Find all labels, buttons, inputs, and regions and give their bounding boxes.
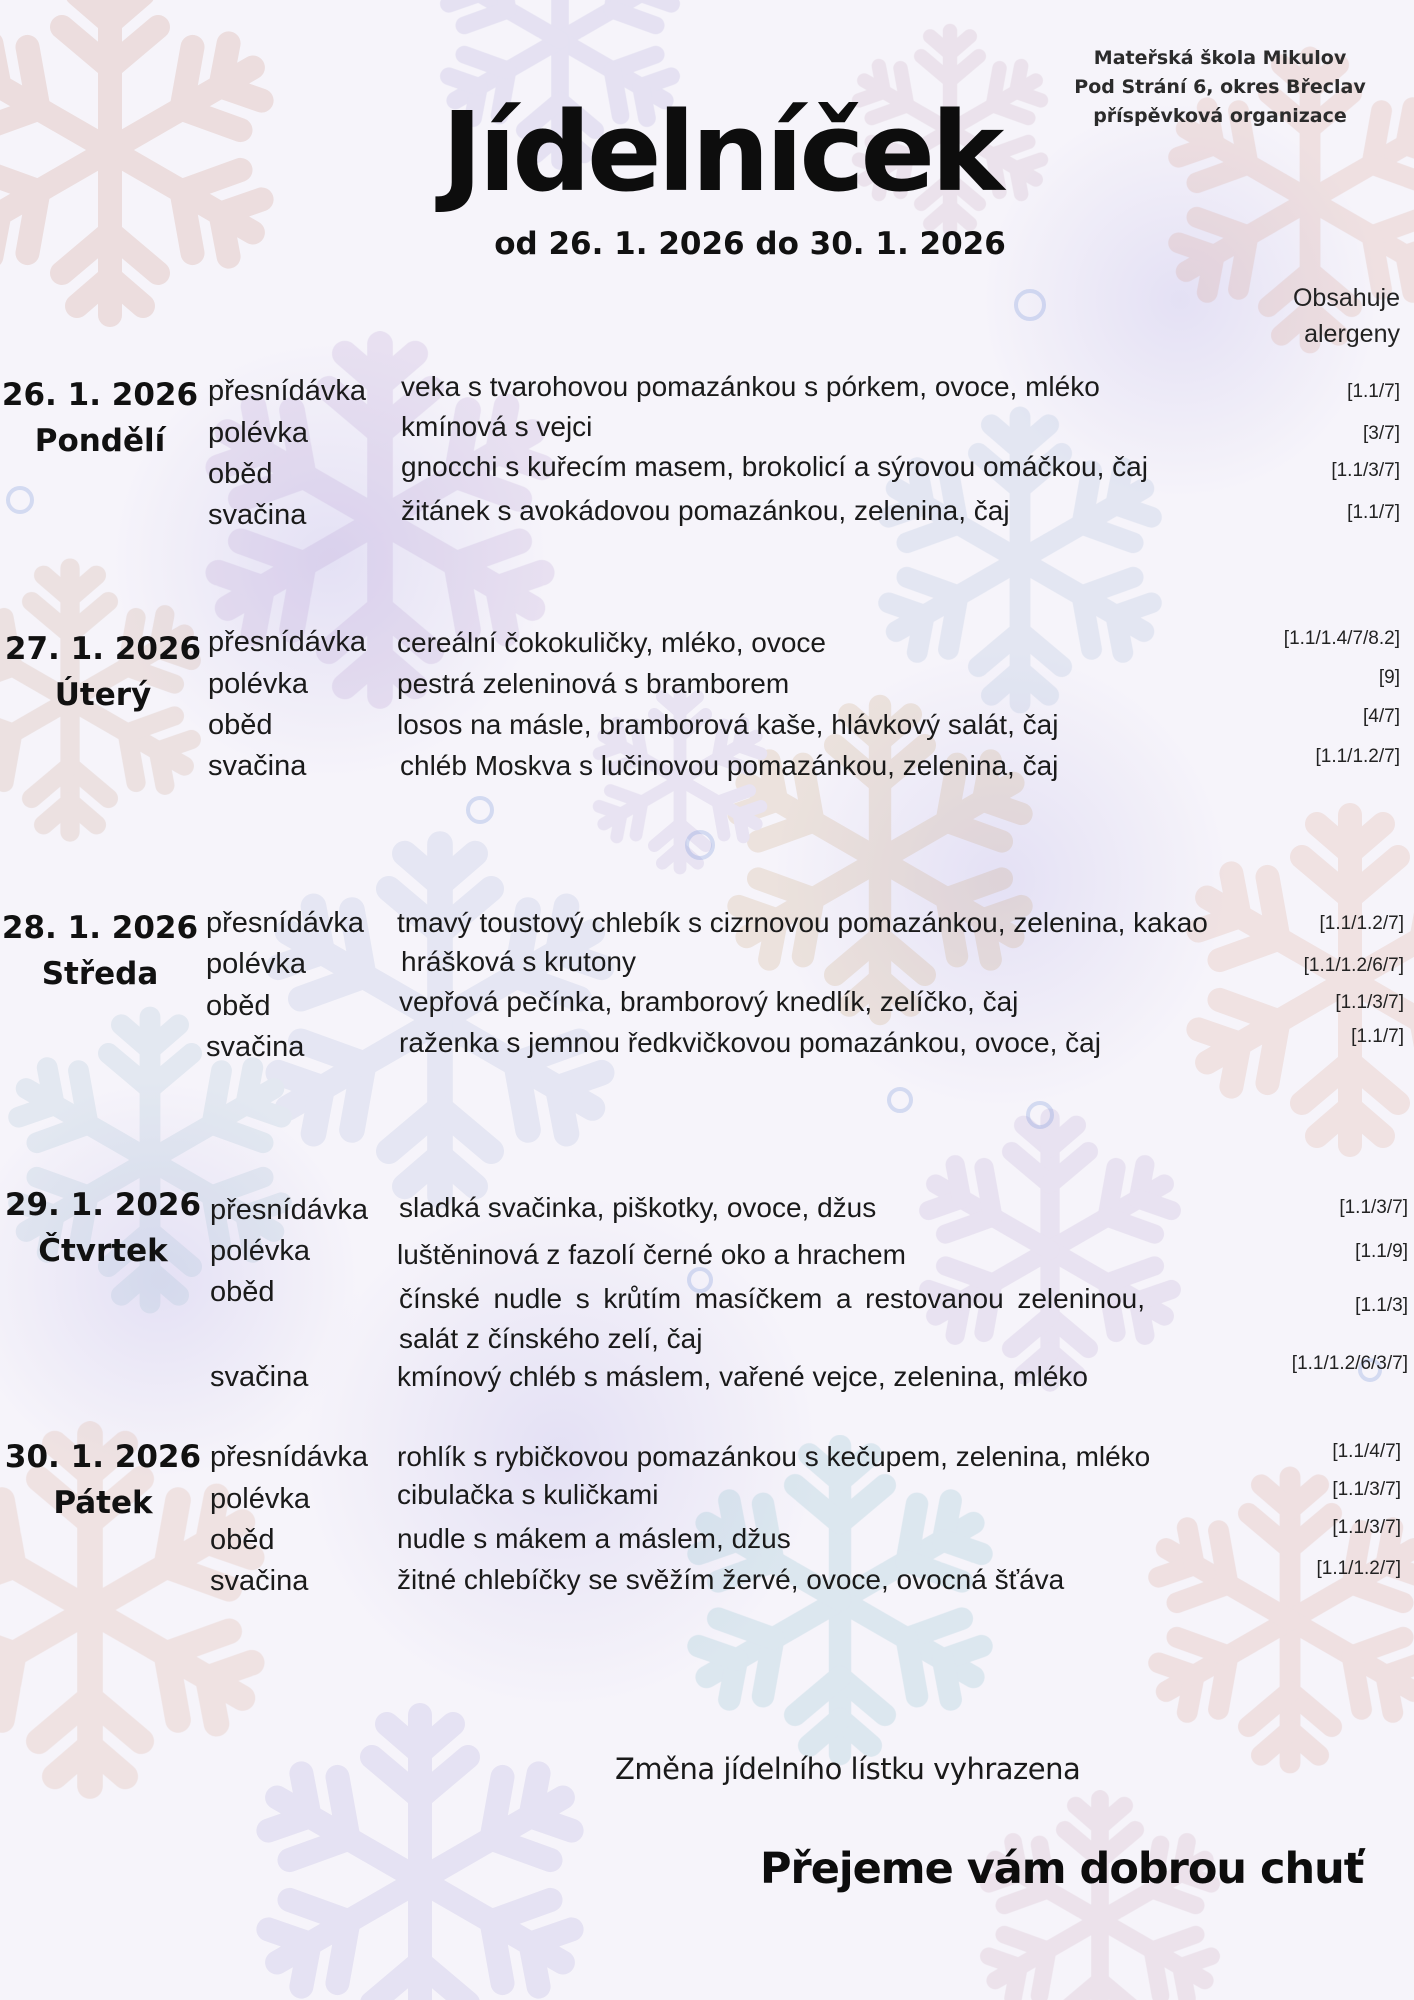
meal-label-soup: polévka (206, 948, 306, 980)
allergens: [1.1/7] (1351, 1026, 1404, 1047)
dish-snack-morning: veka s tvarohovou pomazánkou s pórkem, ovoce, mléko (401, 371, 1100, 402)
allergens: [1.1/1.2/6/7] (1303, 955, 1404, 976)
meal-label-snack-afternoon: svačina (208, 499, 307, 531)
dish-lunch: gnocchi s kuřecím masem, brokolicí a sýrovou omáčkou, čaj (401, 451, 1148, 482)
allergens: [1.1/4/7] (1332, 1441, 1401, 1462)
meal-label-lunch: oběd (210, 1524, 275, 1556)
allergens: [1.1/9] (1355, 1241, 1408, 1262)
meal-label-lunch: oběd (208, 458, 273, 490)
menu-period: od 26. 1. 2026 do 30. 1. 2026 (494, 226, 1006, 262)
dish-snack-morning: cereální čokokuličky, mléko, ovoce (397, 627, 826, 658)
meal-label-snack-afternoon: svačina (210, 1361, 309, 1393)
meal-label-snack-morning: přesnídávka (210, 1194, 368, 1226)
meal-label-lunch: oběd (210, 1276, 275, 1308)
dish-snack-morning: tmavý toustový chlebík s cizrnovou pomazánkou, zelenina, kakao (397, 907, 1208, 938)
school-organization-type: příspěvková organizace (1093, 105, 1347, 127)
day-weekday: Pondělí (34, 423, 166, 459)
day-date: 28. 1. 2026 (1, 910, 199, 946)
day-weekday: Čtvrtek (38, 1233, 168, 1269)
dish-soup: hrášková s krutony (401, 946, 636, 977)
allergens: [1.1/1.4/7/8.2] (1283, 628, 1400, 649)
day-weekday: Úterý (54, 677, 152, 713)
menu-change-notice: Změna jídelního lístku vyhrazena (615, 1752, 1081, 1786)
dish-soup: cibulačka s kuličkami (397, 1479, 659, 1510)
allergens: [3/7] (1363, 423, 1400, 444)
meal-label-snack-morning: přesnídávka (208, 626, 366, 658)
dish-snack-afternoon: kmínový chléb s máslem, vařené vejce, zelenina, mléko (397, 1361, 1088, 1392)
allergens: [1.1/3/7] (1335, 992, 1404, 1013)
meal-label-soup: polévka (210, 1483, 310, 1515)
meal-label-soup: polévka (208, 417, 308, 449)
dish-lunch: losos na másle, bramborová kaše, hlávkový salát, čaj (397, 709, 1059, 740)
allergen-header-line2: alergeny (1304, 320, 1400, 348)
meal-label-soup: polévka (208, 668, 308, 700)
meal-label-snack-afternoon: svačina (210, 1565, 309, 1597)
day-date: 29. 1. 2026 (4, 1187, 202, 1223)
allergen-column-header (1280, 280, 1400, 352)
dish-snack-afternoon: žitánek s avokádovou pomazánkou, zelenina, čaj (401, 495, 1010, 526)
allergens: [1.1/7] (1347, 502, 1400, 523)
meal-label-lunch: oběd (208, 709, 273, 741)
dish-lunch: nudle s mákem a máslem, džus (397, 1523, 791, 1554)
allergens: [1.1/7] (1347, 381, 1400, 402)
allergens: [1.1/3/7] (1332, 1479, 1401, 1500)
meal-label-snack-morning: přesnídávka (208, 375, 366, 407)
dish-snack-morning: sladká svačinka, piškotky, ovoce, džus (399, 1192, 877, 1223)
meal-label-soup: polévka (210, 1235, 310, 1267)
allergens: [1.1/3/7] (1339, 1197, 1408, 1218)
allergen-header-line1: Obsahuje (1292, 284, 1400, 312)
closing-wish: Přejeme vám dobrou chuť (760, 1844, 1364, 1894)
dish-lunch: vepřová pečínka, bramborový knedlík, zelíčko, čaj (399, 986, 1019, 1017)
allergens: [1.1/1.2/7] (1315, 746, 1400, 767)
dish-snack-morning: rohlík s rybičkovou pomazánkou s kečupem, zelenina, mléko (397, 1441, 1151, 1472)
meal-label-snack-morning: přesnídávka (210, 1441, 368, 1473)
allergens: [1.1/3/7] (1331, 460, 1400, 481)
school-address: Pod Strání 6, okres Břeclav (1074, 76, 1366, 98)
dish-snack-afternoon: žitné chlebíčky se svěžím žervé, ovoce, ovocná šťáva (397, 1564, 1065, 1595)
dish-lunch: čínské nudle s krůtím masíčkem a restovanou zeleninou, salát z čínského zelí, čaj (399, 1283, 1145, 1354)
meal-label-snack-morning: přesnídávka (206, 907, 364, 939)
dish-snack-afternoon: raženka s jemnou ředkvičkovou pomazánkou, ovoce, čaj (399, 1027, 1101, 1058)
dish-snack-afternoon: chléb Moskva s lučinovou pomazánkou, zelenina, čaj (400, 750, 1059, 781)
page-title: Jídelníček (441, 88, 1001, 216)
allergens: [1.1/1.2/6/3/7] (1291, 1353, 1408, 1374)
dish-soup: pestrá zeleninová s bramborem (397, 668, 790, 699)
allergens: [4/7] (1363, 706, 1400, 727)
allergens: [1.1/3/7] (1332, 1517, 1401, 1538)
allergens: [9] (1378, 667, 1400, 688)
meal-label-snack-afternoon: svačina (206, 1031, 305, 1063)
allergens: [1.1/3] (1355, 1295, 1408, 1316)
dish-soup: luštěninová z fazolí černé oko a hrachem (397, 1239, 906, 1270)
meal-label-snack-afternoon: svačina (208, 750, 307, 782)
day-date: 30. 1. 2026 (4, 1439, 202, 1475)
day-weekday: Středa (41, 956, 159, 992)
meal-label-lunch: oběd (206, 990, 271, 1022)
dish-soup: kmínová s vejci (401, 411, 593, 442)
day-date: 26. 1. 2026 (1, 377, 199, 413)
school-name: Mateřská škola Mikulov (1093, 47, 1347, 69)
allergens: [1.1/1.2/7] (1319, 913, 1404, 934)
day-date: 27. 1. 2026 (4, 631, 202, 667)
day-weekday: Pátek (53, 1485, 153, 1521)
allergens: [1.1/1.2/7] (1316, 1558, 1401, 1579)
